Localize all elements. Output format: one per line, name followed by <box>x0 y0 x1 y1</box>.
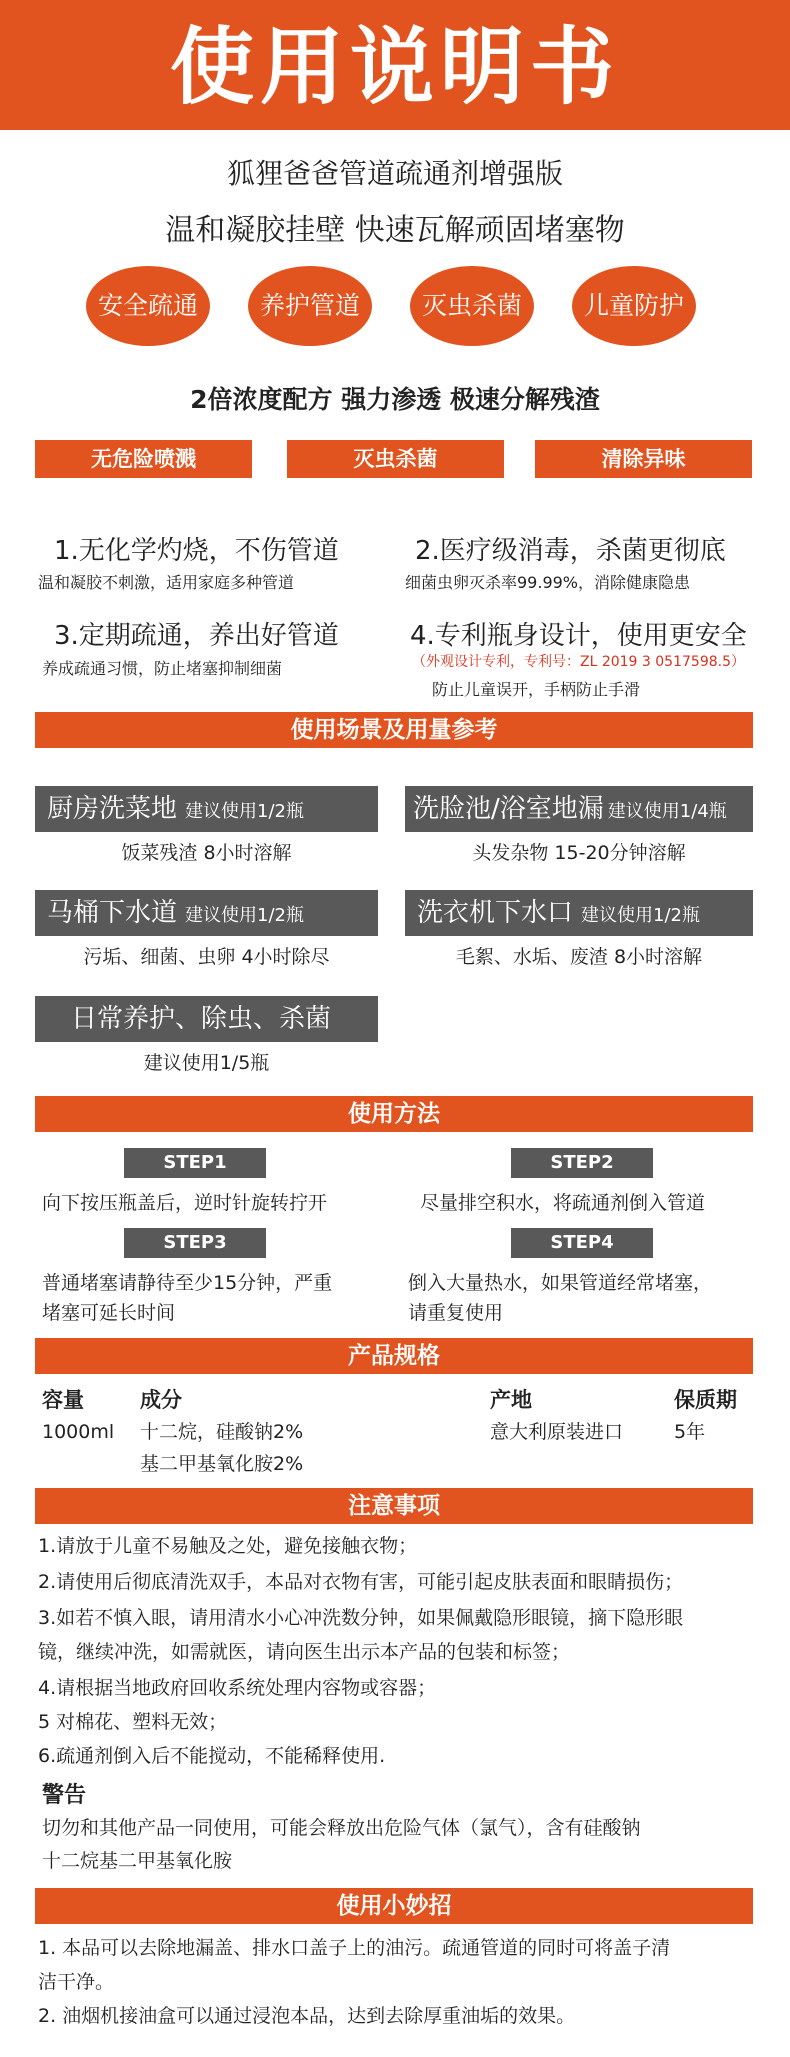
spec-ingredients-label: 成分 <box>140 1388 182 1412</box>
feature-sub: 温和凝胶不刺激，适用家庭多种管道 <box>38 573 295 592</box>
step-text: 堵塞可延长时间 <box>42 1302 176 1324</box>
scene-name: 洗衣机下水口 <box>417 898 574 928</box>
note-item: 1.请放于儿童不易触及之处，避免接触衣物； <box>38 1535 418 1557</box>
feature-sub: 细菌虫卵灭杀率99.99%，消除健康隐患 <box>405 573 691 592</box>
scene-name: 日常养护、除虫、杀菌 <box>71 1004 332 1034</box>
warning-line: 十二烷基二甲基氧化胺 <box>42 1850 233 1872</box>
note-item: 6.疏通剂倒入后不能搅动，不能稀释使用. <box>38 1745 386 1767</box>
step-label: STEP4 <box>511 1228 653 1258</box>
pill-child-safety: 儿童防护 <box>572 266 696 346</box>
section-header-notes: 注意事项 <box>35 1488 753 1524</box>
note-item: 5 对棉花、塑料无效； <box>38 1711 228 1733</box>
note-item: 4.请根据当地政府回收系统处理内容物或容器； <box>38 1677 437 1699</box>
feature-sub: 防止儿童误开，手柄防止手滑 <box>432 680 641 699</box>
scene-daily-box <box>35 996 378 1042</box>
product-name: 狐狸爸爸管道疏通剂增强版 <box>226 157 563 190</box>
scene-name: 厨房洗菜地 <box>47 794 178 824</box>
product-tagline: 温和凝胶挂壁 快速瓦解顽固堵塞物 <box>165 213 625 248</box>
section-header-tips: 使用小妙招 <box>35 1888 753 1924</box>
section-header-scenes: 使用场景及用量参考 <box>35 712 753 748</box>
tip-item: 2. 油烟机接油盒可以通过浸泡本品，达到去除厚重油垢的效果。 <box>38 2005 576 2027</box>
scene-toilet-box <box>35 890 378 936</box>
scene-dose: 建议使用1/2瓶 <box>581 905 700 926</box>
spec-ingredient-line: 十二烷，硅酸钠2% <box>140 1421 304 1443</box>
spec-shelf-value: 5年 <box>674 1421 706 1443</box>
scene-desc: 饭菜残渣 8小时溶解 <box>121 842 292 864</box>
scene-washer-box <box>405 890 753 936</box>
step-label: STEP2 <box>511 1148 653 1178</box>
spec-capacity-label: 容量 <box>42 1388 84 1412</box>
scene-dose: 建议使用1/2瓶 <box>185 905 304 926</box>
spec-origin-label: 产地 <box>490 1388 532 1412</box>
scene-dose: 建议使用1/2瓶 <box>185 801 304 822</box>
step-label: STEP1 <box>124 1148 266 1178</box>
scene-kitchen-box <box>35 786 378 832</box>
pill-pipe-care: 养护管道 <box>248 266 372 346</box>
spec-ingredient-line: 基二甲基氧化胺2% <box>140 1453 304 1475</box>
note-item: 3.如若不慎入眼，请用清水小心冲洗数分钟，如果佩戴隐形眼镜，摘下隐形眼 <box>38 1607 684 1629</box>
step-text: 尽量排空积水，将疏通剂倒入管道 <box>420 1192 706 1214</box>
feature-title: 1.无化学灼烧，不伤管道 <box>54 536 339 566</box>
step-text: 倒入大量热水，如果管道经常堵塞， <box>408 1272 713 1294</box>
spec-capacity-value: 1000ml <box>42 1421 115 1443</box>
spec-shelf-label: 保质期 <box>674 1388 737 1412</box>
pill-pest-kill: 灭虫杀菌 <box>410 266 534 346</box>
step-text: 向下按压瓶盖后，逆时针旋转拧开 <box>42 1192 328 1214</box>
spec-origin-value: 意大利原装进口 <box>490 1421 624 1443</box>
formula-line: 2倍浓度配方 强力渗透 极速分解残渣 <box>190 385 600 414</box>
scene-dose: 建议使用1/4瓶 <box>607 801 727 822</box>
feature-title: 3.定期疏通，养出好管道 <box>54 621 339 651</box>
tag-pest-kill: 灭虫杀菌 <box>287 440 504 478</box>
feature-title: 4.专利瓶身设计，使用更安全 <box>410 621 747 651</box>
feature-title: 2.医疗级消毒，杀菌更彻底 <box>415 536 726 566</box>
section-header-usage: 使用方法 <box>35 1096 753 1132</box>
scene-name: 马桶下水道 <box>47 898 178 928</box>
tip-item: 洁干净。 <box>38 1971 115 1993</box>
warning-line: 切勿和其他产品一同使用，可能会释放出危险气体（氯气），含有硅酸钠 <box>42 1817 641 1839</box>
step-text: 普通堵塞请静待至少15分钟，严重 <box>42 1272 333 1294</box>
warning-title: 警告 <box>42 1783 87 1808</box>
tag-no-splash: 无危险喷溅 <box>35 440 252 478</box>
step-text: 请重复使用 <box>408 1302 504 1324</box>
tip-item: 1. 本品可以去除地漏盖、排水口盖子上的油污。疏通管道的同时可将盖子清 <box>38 1937 671 1959</box>
patent-note: （外观设计专利，专利号：ZL 2019 3 0517598.5） <box>412 654 745 670</box>
note-item: 镜，继续冲洗，如需就医，请向医生出示本产品的包装和标签； <box>38 1641 571 1663</box>
note-item: 2.请使用后彻底清洗双手，本品对衣物有害，可能引起皮肤表面和眼睛损伤； <box>38 1571 684 1593</box>
section-header-specs: 产品规格 <box>35 1338 753 1374</box>
feature-sub: 养成疏通习惯，防止堵塞抑制细菌 <box>42 659 283 678</box>
scene-desc: 污垢、细菌、虫卵 4小时除尽 <box>83 946 330 968</box>
scene-desc: 建议使用1/5瓶 <box>143 1052 270 1074</box>
scene-desc: 毛絮、水垢、废渣 8小时溶解 <box>455 946 703 968</box>
pill-safe-clear: 安全疏通 <box>86 266 210 346</box>
scene-desc: 头发杂物 15-20分钟溶解 <box>472 842 686 864</box>
scene-basin-box <box>405 786 753 832</box>
scene-name: 洗脸池/浴室地漏 <box>413 794 604 824</box>
step-label: STEP3 <box>124 1228 266 1258</box>
page-title: 使用说明书 <box>169 18 620 116</box>
tag-odor-removal: 清除异味 <box>535 440 752 478</box>
